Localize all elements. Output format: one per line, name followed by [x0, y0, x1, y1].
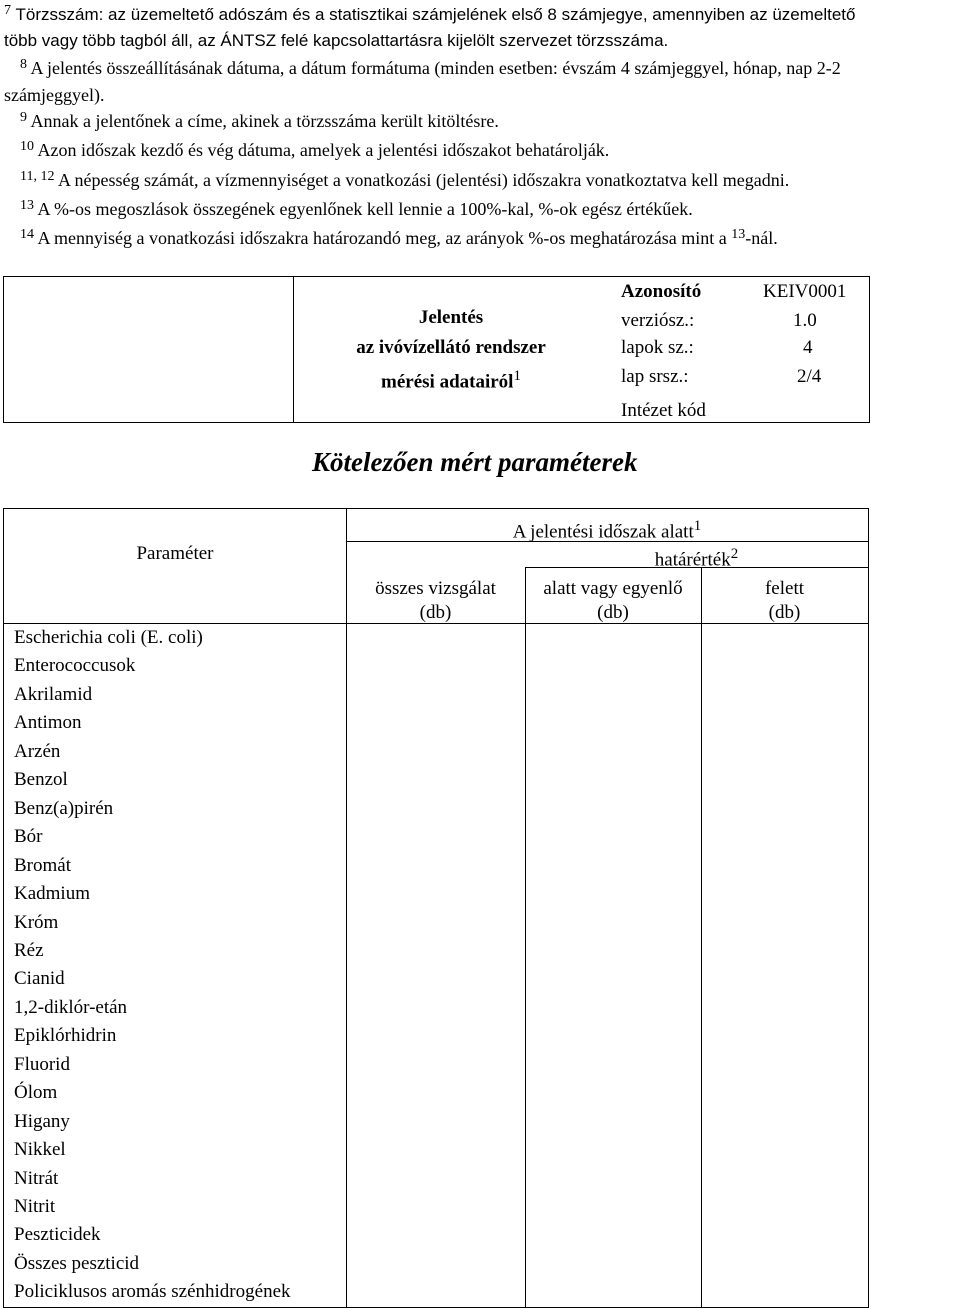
footnote-number: 9 [20, 110, 27, 125]
parameter-row: Réz [14, 939, 44, 961]
footnote-text: számjeggyel). [4, 85, 105, 105]
footnote-text: A jelentés összeállításának dátuma, a dátum formátuma (minden esetben: évszám 4 számjeggyel, hónap, nap 2-2 [30, 58, 841, 78]
footnote-13 [20, 198, 693, 220]
footnote-7 [4, 3, 856, 26]
parameter-row: 1,2-diklór-etán [14, 996, 128, 1018]
limit-header-text: határérték [654, 549, 731, 571]
footnote-8-cont [4, 84, 104, 106]
parameter-row: Higany [14, 1110, 70, 1132]
footnote-number: 10 [20, 139, 34, 154]
report-header-box [3, 276, 870, 423]
lapok-value: 4 [803, 337, 813, 358]
parameter-row: Peszticidek [14, 1224, 101, 1246]
footnote-number: 14 [20, 227, 34, 242]
azonosito-value: KEIV0001 [763, 281, 847, 302]
parameter-row: Benzol [14, 769, 68, 791]
below-limit-label: alatt vagy egyenlő [543, 578, 683, 599]
parameter-row: Arzén [14, 740, 61, 762]
above-limit-label: felett [764, 578, 805, 599]
report-title-text: mérési adatairól [381, 371, 514, 393]
parameter-row: Ólom [14, 1082, 58, 1104]
total-tests-unit: (db) [419, 602, 452, 623]
footnote-text: Azon időszak kezdő és vég dátuma, amelyek a jelentési időszakot behatárolják. [37, 140, 610, 160]
period-header-sup: 1 [693, 518, 702, 534]
parameter-row: Escherichia coli (E. coli) [14, 627, 203, 648]
report-title-line1: Jelentés [418, 307, 484, 328]
parameter-row: Epiklórhidrin [14, 1025, 117, 1047]
footnote-text: több vagy több tagból áll, az ÁNTSZ felé kapcsolattartásra kijelölt szervezet törzsszáma. [4, 31, 669, 50]
footnote-number: 7 [4, 3, 11, 18]
column-divider [346, 509, 347, 1307]
total-tests-header [346, 577, 525, 625]
parameter-row: Króm [14, 911, 59, 933]
report-title-line2: az ivóvízellátó rendszer [356, 337, 546, 358]
footnote-number: 8 [20, 57, 27, 72]
section-title: Kötelezően mért paraméterek [312, 447, 638, 477]
lapok-label: lapok sz.: [621, 337, 694, 358]
report-title-line3 [294, 368, 608, 393]
limit-header-sup: 2 [730, 546, 739, 562]
above-limit-unit: (db) [768, 602, 801, 623]
footnote-number: 13 [20, 198, 34, 213]
footnote-number: 11, 12 [20, 169, 55, 184]
footnote-text: Törzsszám: az üzemeltető adószám és a statisztikai számjelének első 8 számjegye, amennyiben az üzemeltető [15, 5, 856, 24]
intezet-kod-label: Intézet kód [621, 400, 706, 421]
footnote-text: A népesség számát, a vízmennyiséget a vonatkozási (jelentési) időszakra vonatkoztatva kell megadni. [58, 170, 790, 190]
parameter-row: Fluorid [14, 1053, 70, 1075]
parameter-row: Enterococcusok [14, 655, 136, 677]
footnote-14 [20, 227, 778, 249]
parameter-row: Kadmium [14, 883, 90, 905]
total-tests-label: összes vizsgálat [375, 578, 496, 599]
parameter-header: Paraméter [136, 543, 214, 564]
below-limit-unit: (db) [597, 602, 629, 623]
parameter-row: Akrilamid [14, 683, 93, 705]
footnote-7-cont [4, 29, 668, 52]
footnote-11-12 [20, 169, 789, 191]
parameter-row: Bromát [14, 854, 71, 876]
verzio-label: verziósz.: [621, 310, 695, 331]
report-title-sup: 1 [513, 368, 521, 384]
parameter-row: Antimon [14, 712, 82, 734]
parameter-row: Nitrát [14, 1167, 59, 1189]
parameter-row: Összes peszticid [14, 1252, 140, 1274]
azonosito-label: Azonosító [621, 281, 702, 302]
footnote-9 [20, 110, 499, 132]
footnote-8 [20, 57, 841, 79]
footnote-text: A mennyiség a vonatkozási időszakra határozandó meg, az arányok %-os meghatározása mint a [37, 228, 727, 248]
below-limit-header [525, 577, 701, 625]
footnote-ref: 13 [731, 227, 746, 242]
footnote-tail: -nál. [745, 228, 778, 248]
verzio-value: 1.0 [793, 310, 817, 331]
parameter-row: Nitrit [14, 1196, 56, 1217]
lap-srsz-value: 2/4 [797, 366, 822, 387]
footnote-text: A %-os megoszlások összegének egyenlőnek kell lennie a 100%-kal, %-ok egész értékűek. [37, 199, 693, 219]
parameter-row: Benz(a)pirén [14, 797, 114, 819]
parameter-table [3, 508, 869, 1308]
column-divider [701, 567, 702, 1307]
column-divider [525, 567, 526, 1307]
parameter-row: Cianid [14, 968, 65, 990]
footnote-10 [20, 139, 609, 161]
above-limit-header [701, 577, 868, 625]
period-header-text: A jelentési időszak alatt [512, 521, 694, 543]
limit-header [525, 542, 868, 572]
footnote-text: Annak a jelentőnek a címe, akinek a törzsszáma került kitöltésre. [30, 111, 499, 131]
parameter-row: Policiklusos aromás szénhidrogének [14, 1281, 291, 1303]
parameter-row: Bór [14, 826, 43, 848]
parameter-row: Nikkel [14, 1139, 66, 1161]
period-header [346, 514, 868, 544]
lap-srsz-label: lap srsz.: [621, 366, 689, 387]
